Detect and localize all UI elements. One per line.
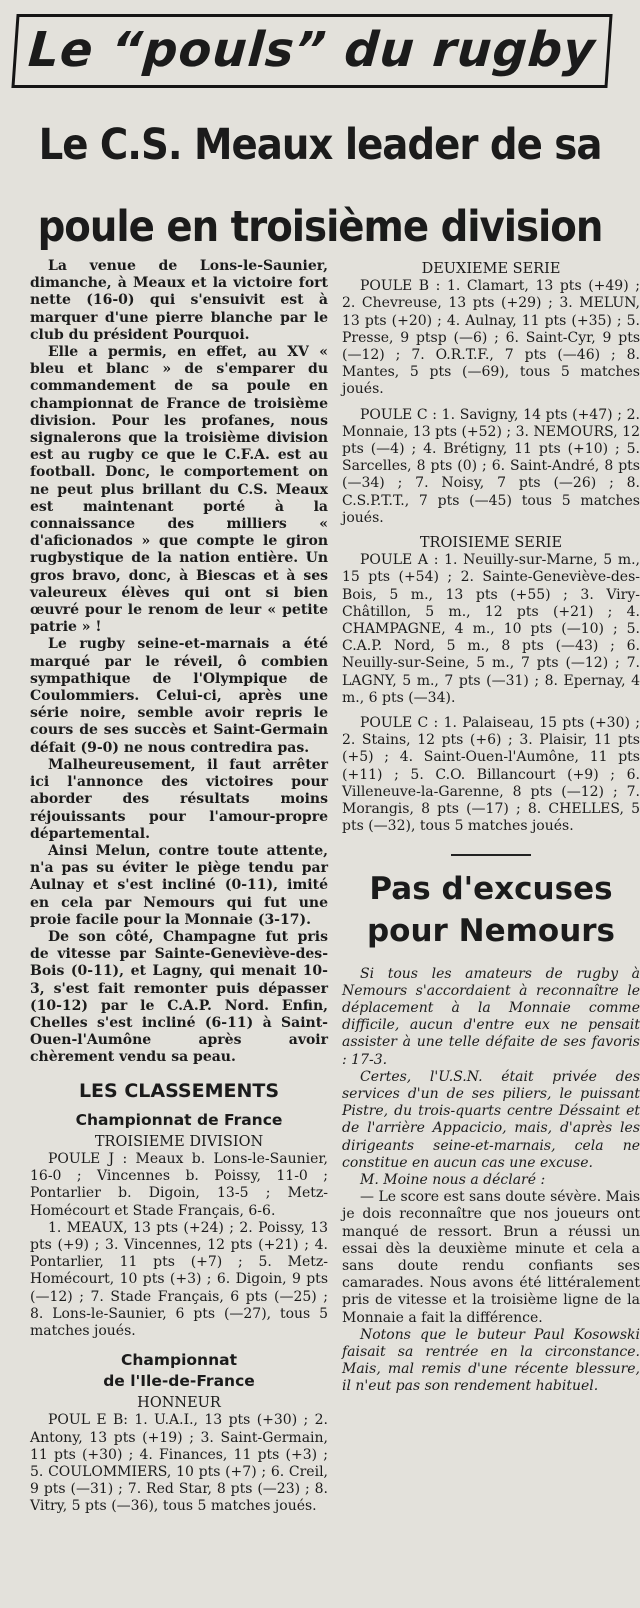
article-paragraph: Le rugby seine-et-marnais a été marqué par le réveil, ô combien sympathique de l'Olympique de Coulommiers. Celui-ci, après une série noire, semble avoir repris le cours de ses succès et Saint-Germain défait (9-0) ne nous contredira pas. <box>30 636 328 756</box>
sidebar-quote: — Le score est sans doute sévère. Mais je dois reconnaître que nos joueurs ont manqué de ressort. Brun a réussi un essai dès la deuxième minute et cela a sans doute rendu confiants ses camarades. Nous avons été littéralement pris de vitesse et la troisième ligne de la Monnaie a fait la différence. <box>342 1189 640 1326</box>
poule-j-results: POULE J : Meaux b. Lons-le-Saunier, 16-0 ; Vincennes b. Poissy, 11-0 ; Pontarlier b. Digoin, 13-5 ; Metz-Homécourt et Stade Français, 6-6. <box>30 1150 328 1219</box>
division-title: TROISIEME DIVISION <box>94 1133 264 1150</box>
sidebar-body <box>342 966 640 1396</box>
honneur-poule-b: POUL E B: 1. U.A.I., 13 pts (+30) ; 2. Antony, 13 pts (+19) ; 3. Saint-Germain, 11 pts (+30) ; 4. Finances, 11 pts (+3) ; 5. COULOMMIERS, 10 pts (+7) ; 6. Creil, 9 pts (—31) ; 7. Red Star, 8 pts (—23) ; 8. Vitry, 5 pts (—36), tous 5 matches joués. <box>30 1412 328 1515</box>
article-paragraph: De son côté, Champagne fut pris de vitesse par Sainte-Geneviève-des-Bois (0-11), et Lagny, qui menait 10-3, s'est fait remonter puis dépasser (10-12) par le C.A.P. Nord. Enfin, Chelles s'est incliné (6-11) à Saint-Ouen-l'Aumône après avoir chèrement vendu sa peau. <box>30 928 328 1066</box>
classements-title: LES CLASSEMENTS <box>78 1079 280 1102</box>
sidebar-title-line-1: Pas d'excuses <box>369 870 613 907</box>
troisieme-poule-a: POULE A : 1. Neuilly-sur-Marne, 5 m., 15 pts (+54) ; 2. Sainte-Geneviève-des-Bois, 5 m., 13 pts (+55) ; 3. Viry-Châtillon, 5 m., 12 pts (+21) ; 4. CHAMPAGNE, 4 m., 10 pts (—10) ; 5. C.A.P. Nord, 5 m., 8 pts (—43) ; 6. Neuilly-sur-Seine, 5 m., 7 pts (—12) ; 7. LAGNY, 5 m., 7 pts (—31) ; 8. Epernay, 4 m., 6 pts (—34). <box>342 552 640 706</box>
headline <box>14 104 626 268</box>
honneur-title: HONNEUR <box>137 1395 221 1412</box>
troisieme-serie-title: TROISIEME SERIE <box>419 535 563 552</box>
headline-line-2: poule en troisième division <box>37 202 603 252</box>
sidebar-title-line-2: pour Nemours <box>366 912 615 949</box>
sidebar-paragraph: Certes, l'U.S.N. était privée des services d'un de ses piliers, le puissant Pistre, du trois-quarts centre Déssaint et de l'arrière Appacicio, mais, d'après les dirigeants seine-et-marnais, cela ne constitue en aucun cas une excuse. <box>342 1068 640 1171</box>
championnat-idf-title <box>30 1350 328 1392</box>
poule-j-standings: 1. MEAUX, 13 pts (+24) ; 2. Poissy, 13 pts (+9) ; 3. Vincennes, 12 pts (+21) ; 4. Pontarlier, 11 pts (+7) ; 5. Metz-Homécourt, 10 pts (+3) ; 6. Digoin, 9 pts (—12) ; 7. Stade Français, 6 pts (—25) ; 8. Lons-le-Saunier, 6 pts (—27), tous 5 matches joués. <box>30 1219 328 1339</box>
section-kicker: Le “pouls” du rugby <box>11 14 612 88</box>
article-column-left <box>30 258 328 1516</box>
deuxieme-serie-title: DEUXIEME SERIE <box>421 261 561 277</box>
article-paragraph: Malheureusement, il faut arrêter ici l'annonce des victoires pour aborder des résultats moins réjouissants pour l'amour-propre départemental. <box>30 756 328 842</box>
idf-title-line-1: Championnat <box>120 1351 237 1370</box>
championnat-france-title: Championnat de France <box>75 1110 283 1129</box>
troisieme-poule-c: POULE C : 1. Palaiseau, 15 pts (+30) ; 2. Stains, 12 pts (+6) ; 3. Plaisir, 11 pts (+5) ; 4. Saint-Ouen-l'Aumône, 11 pts (+11) ; 5. C.O. Billancourt (+9) ; 6. Villeneuve-la-Garenne, 8 pts (—12) ; 7. Morangis, 8 pts (—17) ; 8. CHELLES, 5 pts (—32), tous 5 matches joués. <box>342 715 640 835</box>
results-column-right <box>342 258 640 1396</box>
deuxieme-poule-c: POULE C : 1. Savigny, 14 pts (+47) ; 2. Monnaie, 13 pts (+52) ; 3. NEMOURS, 12 pts (—4) ; 4. Brétigny, 11 pts (+10) ; 5. Sarcelles, 8 pts (0) ; 6. Saint-André, 8 pts (—34) ; 7. Noisy, 7 pts (—26) ; 8. C.S.P.T.T., 7 pts (—45) tous 5 matches joués. <box>342 406 640 526</box>
sidebar-paragraph: Si tous les amateurs de rugby à Nemours s'accordaient à reconnaître le déplacement à la Monnaie comme difficile, aucun d'entre eux ne pensait assister à une telle défaite de ses favoris : 17-3. <box>342 965 640 1068</box>
idf-title-line-2: de l'Ile-de-France <box>103 1372 255 1391</box>
article-paragraph: Ainsi Melun, contre toute attente, n'a pas su éviter le piège tendu par Aulnay et s'est incliné (0-11), imité en cela par Nemours qui fut une proie facile pour la Monnaie (3-17). <box>30 842 328 928</box>
deuxieme-poule-b: POULE B : 1. Clamart, 13 pts (+49) ; 2. Chevreuse, 13 pts (+29) ; 3. MELUN, 13 pts (+20) ; 4. Aulnay, 11 pts (+35) ; 5. Presse, 9 ptsp (—6) ; 6. Saint-Cyr, 9 pts (—12) ; 7. O.R.T.F., 7 pts (—46) ; 8. Mantes, 5 pts (—69), tous 5 matches joués. <box>342 278 640 398</box>
sidebar-title <box>342 868 640 952</box>
article-paragraph: Elle a permis, en effet, au XV « bleu et blanc » de s'emparer du commandement de sa poule en championnat de France de troisième division. Pour les profanes, nous signalerons que la troisième division est au rugby ce que le C.F.A. est au football. Donc, le comportement on ne peut plus brillant du C.S. Meaux est maintenant porté à la connaissance des milliers « d'aficionados » que compte le giron rugbystique de la nation entière. Un gros bravo, donc, à Biescas et à ses valeureux élèves qui ont si bien œuvré pour le renom de leur « petite patrie » ! <box>30 344 328 636</box>
sidebar-paragraph: Notons que le buteur Paul Kosowski faisait sa rentrée en la circonstance. Mais, mal remis d'une récente blessure, il n'eut pas son rendement habituel. <box>342 1326 640 1395</box>
sidebar-paragraph: M. Moine nous a déclaré : <box>360 1171 546 1188</box>
divider <box>451 854 531 856</box>
headline-line-1: Le C.S. Meaux leader de sa <box>38 120 602 170</box>
article-paragraph: La venue de Lons-le-Saunier, dimanche, à Meaux et la victoire fort nette (16-0) qui s'ensuivit est à marquer d'une pierre blanche par le club du président Pourquoi. <box>30 258 328 343</box>
